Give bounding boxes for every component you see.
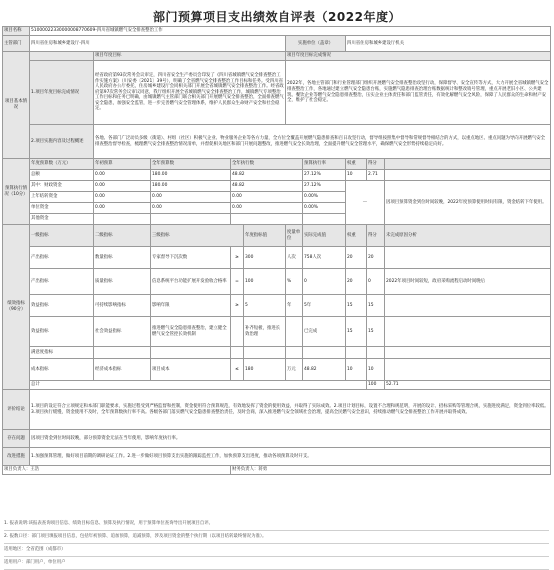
- perf-target: 5: [244, 295, 286, 317]
- row2-label: 2.项目实施内容及过程概述: [30, 125, 94, 159]
- perf-op: [231, 317, 244, 347]
- budget-cell: 27.12%: [303, 170, 346, 181]
- perf-l3: 影响年限: [151, 295, 231, 317]
- perf-unit: %: [286, 269, 303, 295]
- perf-op: ≤: [231, 359, 244, 381]
- budget-cell: 27.12%: [303, 181, 346, 192]
- budget-header: 得分: [367, 159, 385, 170]
- perf-l2: 可持续影响指标: [94, 295, 151, 317]
- perf-l3: 推进燃气安全隐患排查整治，建立健全燃气安全管控长效机制: [151, 317, 231, 347]
- sign-person: [3, 466, 231, 475]
- budget-cell: 180.00: [151, 170, 231, 181]
- budget-note: 因项目预算资金到位时间较晚，2022年度预算使用时间有限，资金结转下年使用。: [385, 181, 551, 225]
- budget-cell: 0.00: [94, 192, 151, 203]
- year-done-header: 项目年度目标完成情况: [286, 52, 551, 61]
- budget-row: 其他资金: [30, 214, 94, 225]
- perf-target: 300: [244, 247, 286, 269]
- total-label: 总计: [30, 381, 367, 390]
- budget-cell: 0.00: [94, 170, 151, 181]
- perf-header: 度量单位: [286, 225, 303, 247]
- budget-cell: 180.00: [151, 181, 231, 192]
- perf-l1: 效益指标: [30, 317, 94, 347]
- perf-op: ≥: [231, 295, 244, 317]
- project-name-value: 51000022330000008770609-四川省城镇燃气安全排查整治工作: [30, 27, 551, 36]
- budget-header: 年度预算数（万元）: [30, 159, 94, 170]
- footnote: 适用地区：全省范围（成都市）: [4, 544, 549, 557]
- perf-l2: 经济成本指标: [94, 359, 151, 381]
- sign-fin: [231, 466, 551, 475]
- self-evaluation-table: 项目名称 51000022330000008770609-四川省城镇燃气安全排查整治工作 主管部门 四川省住房和城乡建设厅-四川 实施单位（盖章） 四川省住房和城乡建设厅机关 项目基本情况 项目年度目标 项目年度目标完成情况 1.项目年度目标完成情况 经省政府第93次常务会议审定，四川省安全生产委员会印发了《四川省城镇燃气安全排查整治工作实施方案》（川安委〔2021〕39号），明确了全省燃气安全排查整治工作目标和任务。受四川省人民政府办公厅委托，住房城乡建设厅会同相关部门开展全省城镇燃气安全排查整治工作。经省政府第97次常务会议审议同意，我厅组织开展全省城镇燃气安全排查整治工作，城镇燃气专项整治工作目标和任务已明确，由城镇燃气主管部门联合相关部门开展燃气安全排查整治，全面排查燃气安全隐患，加强安全监管，进一步完善燃气安全管理体系，维护人民群众生命财产安全和社会稳定。 2022年，各地主管部门和行业管理部门组织开展燃气安全排查整治攻坚行动，保障督导、安全宣传等方式，大力开展全省城镇燃气安全排查整治工作，各地通过建立燃气安全隐患台账，实施燃气隐患排查治理台账数据统计和整改销号管理，重点开展老旧小区、公共建筑、餐饮企业等燃气安全隐患排查整治，压实企业主体责任和部门监管责任，有效化解燃气安全风险，保障了人民群众的生命和财产安全，维护了社会稳定。 2.项目实施内容及过程概述 各地、各部门广泛动员多级（街道）、村组（社区）积极气企业、物业服务企业等各方力量，全方位全覆盖开展燃气隐患排查和百日攻坚行动，督导组按照集中督导和常规督导相结合的方式，以重点地区、重点问题为导向开展燃气安全排查整治督导检查，梳理燃气安全排查整治情况清单，并督促相关地区和部门开展问题整改，推进燃气安全长效治理，全面提升燃气安全管理水平，确保燃气安全形势持续稳定向好。 预算执行情况（10分） 年度预算数（万元） 年初预算 全年预算数 全年执行数 预算执行率 权重 得分 总额 0.00 180.00 48.82 27.12% 10 2.71 其中：财政资金 0.00 180.00 48.82 27.12% — 因项目预算资金到位时间较晚，2022年度预算使用时间有限，资金结转下年使用。 上年结转资金 0.00 0.00 0.00 0.00% 单位资金 0.00 0.00 0.00 0.00% 其他资金 绩效指标（90分） 一级指标 二级指标 三级指标 年度指标值 度量单位 实际完成值 权重 得分 未完成原因分析 产出指标 数量指标 专家督导下沉次数 ≥ 300 人次 758人次 20 20 产出指标 质量指标 信息系统平台功能扩展开发验收合格率 = 100 % 0 20 0 2022年项目时间较短，政府采购流程启动时间晚后 效益指标 可持续影响指标 影响年限 ≥ 5 年 5年 15 15 效益指标 社会效益指标 推进燃气安全隐患排查整治，建立健全燃气安全管控长效机制 补齐短板，推进长效治理 已完成 15 15 满意度指标 成本指标 经济成本指标 项目成本 ≤ 180 万元 48.82 10 10 总计 100 52.71 评价结论 1.项目的设定符合立项规定和本部门职能要求，实施过程受到严格监督和控制，资金使用符合预算规范，有效地发挥了资金的使用效益，并取得了实际成效。2.项目计划目标，设置不合理和规范明，开展的设计、招标采购等管理合规，实施进度满足，资金到位率较低。3.项目执行缓慢，资金使用不及时，全年预算数执行率不高。各级各部门落实燃气安全隐患排查整治责任，及时会商，深入推进燃气安全领域社会治理，提高全民燃气安全意识，持续推动燃气安全排查整治工作开展并取得成效。 存在问题 因项目资金到位时间较晚，部分预算资金无法在当年使用，影响年度执行率。 改进措施 1.加强预算管理，做好项目前期的调研论证工作。2.进一步做好项目预算支出实施的跟踪监控工作，加快预算支出进度，推动各项预算及时开支。 项目负责人：王浩 财务负责人：蒋勇: [2, 26, 551, 475]
- perf-l1: 产出指标: [30, 269, 94, 295]
- budget-cell: 0.00: [231, 192, 303, 203]
- perf-header: 三级指标: [151, 225, 244, 247]
- conclusion-label: 评价结论: [3, 390, 30, 430]
- perf-weight: 20: [346, 247, 367, 269]
- row2-text: 各地、各部门广泛动员多级（街道）、村组（社区）积极气企业、物业服务企业等各方力量，全方位全覆盖开展燃气隐患排查和百日攻坚行动，督导组按照集中督导和常规督导相结合的方式，以重点地区、重点问题为导向开展燃气安全排查整治督导检查，梳理燃气安全排查整治情况清单，并督促相关地区和部门开展问题整改，推进燃气安全长效治理，全面提升燃气安全管理水平，确保燃气安全形势持续稳定向好。: [94, 125, 551, 159]
- footnote: 1. 报表说明:该报表查询项目信息、绩效目标信息、预算及执行情况，用于预算单位查询导出开展项目自评。: [4, 518, 549, 531]
- measures-label: 改进措施: [3, 448, 30, 466]
- perf-actual: 5年: [303, 295, 346, 317]
- perf-actual: 0: [303, 269, 346, 295]
- budget-cell: 48.82: [231, 170, 303, 181]
- basic-label: 项目基本情况: [3, 52, 30, 159]
- conclusion-text: 1.项目的设定符合立项规定和本部门职能要求，实施过程受到严格监督和控制，资金使用符合预算规范，有效地发挥了资金的使用效益，并取得了实际成效。2.项目计划目标，设置不合理和规范明，开展的设计、招标采购等管理合规，实施进度满足，资金到位率较低。3.项目执行缓慢，资金使用不及时，全年预算数执行率不高。各级各部门落实燃气安全隐患排查整治责任，及时会商，深入推进燃气安全领域社会治理，提高全民燃气安全意识，持续推动燃气安全排查整治工作开展并取得成效。: [30, 390, 551, 430]
- budget-header: 权重: [346, 159, 367, 170]
- perf-weight: 20: [346, 269, 367, 295]
- budget-cell: 0.00: [151, 192, 231, 203]
- budget-row: 上年结转资金: [30, 192, 94, 203]
- total-weight: 100: [367, 381, 385, 390]
- dept-label: 主管部门: [3, 36, 30, 52]
- perf-header: 二级指标: [94, 225, 151, 247]
- budget-header: 预算执行率: [303, 159, 346, 170]
- perf-unit: 人次: [286, 247, 303, 269]
- year-target-header: 项目年度目标: [94, 52, 286, 61]
- unit-value: 四川省住房和城乡建设厅机关: [346, 36, 551, 52]
- perf-op: ≥: [231, 247, 244, 269]
- budget-cell: 0.00: [94, 203, 151, 214]
- perf-l2: 数量指标: [94, 247, 151, 269]
- total-score: 52.71: [385, 381, 551, 390]
- perf-header: 得分: [367, 225, 385, 247]
- perf-l1: 产出指标: [30, 247, 94, 269]
- unit-label: 实施单位（盖章）: [286, 36, 346, 52]
- row1-label: 1.项目年度目标完成情况: [30, 61, 94, 125]
- row1-done: 2022年，各地主管部门和行业管理部门组织开展燃气安全排查整治攻坚行动，保障督导、安全宣传等方式，大力开展全省城镇燃气安全排查整治工作，各地通过建立燃气安全隐患台账，实施燃气隐患排查治理台账数据统计和整改销号管理，重点开展老旧小区、公共建筑、餐饮企业等燃气安全隐患排查整治，压实企业主体责任和部门监管责任，有效化解燃气安全风险，保障了人民群众的生命和财产安全，维护了社会稳定。: [286, 61, 551, 125]
- sign-fin-label: 财务负责人：: [232, 467, 259, 473]
- perf-score: 20: [367, 247, 385, 269]
- budget-cell: 10: [346, 170, 367, 181]
- budget-row: 其中：财政资金: [30, 181, 94, 192]
- perf-header: 一级指标: [30, 225, 94, 247]
- footnotes: [4, 518, 549, 570]
- perf-unit: [286, 317, 303, 347]
- perf-score: 10: [367, 359, 385, 381]
- perf-header: 年度指标值: [244, 225, 286, 247]
- budget-cell: 0.00: [151, 203, 231, 214]
- perf-reason: 2022年项目时间较短，政府采购流程启动时间晚后: [385, 269, 551, 295]
- perf-l3: 专家督导下沉次数: [151, 247, 231, 269]
- perf-l1: 满意度指标: [30, 347, 94, 359]
- budget-label: 预算执行情况（10分）: [3, 159, 30, 225]
- measures-text: 1.加强预算管理，做好项目前期的调研论证工作。2.进一步做好项目预算支出实施的跟踪监控工作，加快预算支出进度，推动各项预算及时开支。: [30, 448, 551, 466]
- perf-actual: 已完成: [303, 317, 346, 347]
- project-name-label: 项目名称: [3, 27, 30, 36]
- budget-cell: 48.82: [231, 181, 303, 192]
- problems-label: 存在问题: [3, 430, 30, 448]
- budget-header: 全年执行数: [231, 159, 303, 170]
- perf-header: 未完成原因分析: [385, 225, 551, 247]
- perf-label: 绩效指标（90分）: [3, 225, 30, 390]
- perf-l3: 信息系统平台功能扩展开发验收合格率: [151, 269, 231, 295]
- perf-target: 100: [244, 269, 286, 295]
- perf-score: 15: [367, 317, 385, 347]
- budget-cell: 2.71: [367, 170, 385, 181]
- perf-reason: [385, 247, 551, 269]
- row1-target: 经省政府第93次常务会议审定，四川省安全生产委员会印发了《四川省城镇燃气安全排查整治工作实施方案》（川安委〔2021〕39号），明确了全省燃气安全排查整治工作目标和任务。受四川省人民政府办公厅委托，住房城乡建设厅会同相关部门开展全省城镇燃气安全排查整治工作。经省政府第97次常务会议审议同意，我厅组织开展全省城镇燃气安全排查整治工作，城镇燃气专项整治工作目标和任务已明确，由城镇燃气主管部门联合相关部门开展燃气安全排查整治，全面排查燃气安全隐患，加强安全监管，进一步完善燃气安全管理体系，维护人民群众生命财产安全和社会稳定。: [94, 61, 286, 125]
- footnote: 2. 报数口径：部门项目填报项目信息，包括年初预算、追加预算，追减预算，涉及项目资金的整个执行期（以项目结转最终情况为准）。: [4, 531, 549, 544]
- budget-row: 单位资金: [30, 203, 94, 214]
- budget-cell: 0.00: [231, 203, 303, 214]
- budget-cell: 0.00%: [303, 192, 346, 203]
- problems-text: 因项目资金到位时间较晚，部分预算资金无法在当年使用，影响年度执行率。: [30, 430, 551, 448]
- perf-target: 180: [244, 359, 286, 381]
- budget-row: 总额: [30, 170, 94, 181]
- perf-header: 权重: [346, 225, 367, 247]
- perf-l1: 成本指标: [30, 359, 94, 381]
- perf-reason: [385, 317, 551, 347]
- perf-score: 15: [367, 295, 385, 317]
- perf-score: 0: [367, 269, 385, 295]
- page-title: 部门预算项目支出绩效自评表（2022年度）: [153, 10, 401, 24]
- perf-weight: 15: [346, 317, 367, 347]
- dept-value: 四川省住房和城乡建设厅-四川: [30, 36, 286, 52]
- perf-l2: 社会效益指标: [94, 317, 151, 347]
- perf-reason: [385, 359, 551, 381]
- budget-header: 年初预算: [94, 159, 151, 170]
- perf-target: 补齐短板，推进长效治理: [244, 317, 286, 347]
- budget-cell: 0.00: [94, 181, 151, 192]
- perf-reason: [385, 295, 551, 317]
- perf-unit: 万元: [286, 359, 303, 381]
- perf-weight: 15: [346, 295, 367, 317]
- perf-header: 实际完成值: [303, 225, 346, 247]
- perf-weight: 10: [346, 359, 367, 381]
- footnote: 适用用户：部门用户，单位用户: [4, 557, 549, 570]
- perf-l3: 项目成本: [151, 359, 231, 381]
- perf-unit: 年: [286, 295, 303, 317]
- sign-person-label: 项目负责人：: [4, 467, 31, 473]
- perf-actual: 48.82: [303, 359, 346, 381]
- perf-actual: 758人次: [303, 247, 346, 269]
- budget-cell: 0.00%: [303, 203, 346, 214]
- perf-l1: 效益指标: [30, 295, 94, 317]
- perf-l2: 质量指标: [94, 269, 151, 295]
- budget-header: 全年预算数: [151, 159, 231, 170]
- sign-person-value: 王浩: [30, 467, 40, 473]
- perf-op: =: [231, 269, 244, 295]
- sign-fin-value: 蒋勇: [258, 467, 268, 473]
